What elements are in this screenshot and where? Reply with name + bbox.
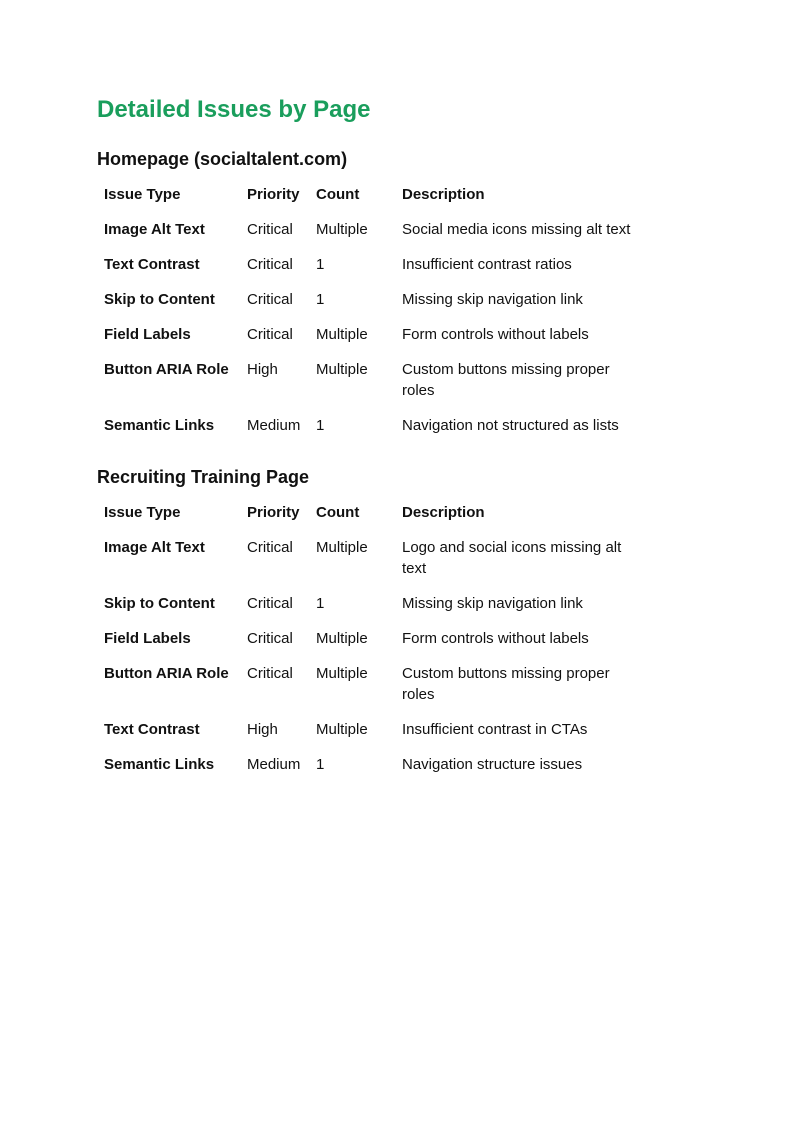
table-row: [97, 754, 637, 789]
description-cell: Insufficient contrast ratios: [402, 256, 572, 273]
priority-cell: Critical: [247, 221, 293, 238]
section-title: Recruiting Training Page: [97, 467, 310, 487]
priority-cell: Critical: [247, 539, 293, 556]
issue-type-cell: Button ARIA Role: [104, 361, 229, 378]
column-header-description: Description: [402, 504, 485, 521]
column-header-priority: Priority: [247, 186, 300, 203]
priority-cell: Medium: [247, 756, 301, 773]
count-cell: Multiple: [316, 630, 368, 647]
table-row: [97, 254, 637, 289]
table-row: [97, 719, 637, 754]
issue-type-cell: Semantic Links: [104, 417, 215, 434]
table-row: [97, 537, 637, 593]
priority-cell: Critical: [247, 595, 293, 612]
document-page: [97, 94, 657, 803]
issue-type-cell: Skip to Content: [104, 291, 215, 308]
description-cell: Custom buttons missing proper roles: [402, 665, 610, 703]
issue-type-cell: Text Contrast: [104, 256, 200, 273]
priority-cell: Medium: [247, 417, 301, 434]
issue-type-cell: Image Alt Text: [104, 539, 205, 556]
description-cell: Social media icons missing alt text: [402, 221, 631, 238]
count-cell: 1: [316, 417, 325, 434]
table-row: [97, 324, 637, 359]
column-header-count: Count: [316, 186, 360, 203]
issue-type-cell: Field Labels: [104, 326, 191, 343]
issues-table: [97, 184, 637, 450]
count-cell: 1: [316, 256, 325, 273]
count-cell: Multiple: [316, 326, 368, 343]
description-cell: Missing skip navigation link: [402, 291, 583, 308]
count-cell: Multiple: [316, 361, 368, 378]
table-row: [97, 415, 637, 450]
description-cell: Logo and social icons missing alt text: [402, 539, 622, 577]
priority-cell: Critical: [247, 630, 293, 647]
issue-type-cell: Skip to Content: [104, 595, 215, 612]
column-header-priority: Priority: [247, 504, 300, 521]
column-header-count: Count: [316, 504, 360, 521]
description-cell: Custom buttons missing proper roles: [402, 361, 610, 399]
table-row: [97, 219, 637, 254]
column-header-issue-type: Issue Type: [104, 504, 181, 521]
priority-cell: Critical: [247, 665, 293, 682]
section-title: Homepage (socialtalent.com): [97, 149, 348, 169]
table-header-row: [97, 502, 637, 537]
description-cell: Form controls without labels: [402, 630, 589, 647]
description-cell: Missing skip navigation link: [402, 595, 583, 612]
count-cell: Multiple: [316, 665, 368, 682]
priority-cell: Critical: [247, 326, 293, 343]
section-recruiting-training: [97, 464, 657, 789]
count-cell: 1: [316, 756, 325, 773]
count-cell: Multiple: [316, 539, 368, 556]
issue-type-cell: Field Labels: [104, 630, 191, 647]
count-cell: Multiple: [316, 221, 368, 238]
page-title: Detailed Issues by Page: [97, 96, 371, 123]
issue-type-cell: Semantic Links: [104, 756, 215, 773]
issue-type-cell: Text Contrast: [104, 721, 200, 738]
count-cell: Multiple: [316, 721, 368, 738]
column-header-issue-type: Issue Type: [104, 186, 181, 203]
description-cell: Insufficient contrast in CTAs: [402, 721, 588, 738]
table-row: [97, 628, 637, 663]
priority-cell: High: [247, 361, 278, 378]
issues-table: [97, 502, 637, 789]
description-cell: Navigation structure issues: [402, 756, 583, 773]
description-cell: Form controls without labels: [402, 326, 589, 343]
priority-cell: Critical: [247, 256, 293, 273]
priority-cell: High: [247, 721, 278, 738]
issue-type-cell: Button ARIA Role: [104, 665, 229, 682]
table-row: [97, 663, 637, 719]
count-cell: 1: [316, 291, 325, 308]
description-cell: Navigation not structured as lists: [402, 417, 619, 434]
table-row: [97, 593, 637, 628]
table-row: [97, 289, 637, 324]
count-cell: 1: [316, 595, 325, 612]
section-homepage: [97, 146, 657, 450]
issue-type-cell: Image Alt Text: [104, 221, 205, 238]
table-row: [97, 359, 637, 415]
table-header-row: [97, 184, 637, 219]
column-header-description: Description: [402, 186, 485, 203]
priority-cell: Critical: [247, 291, 293, 308]
